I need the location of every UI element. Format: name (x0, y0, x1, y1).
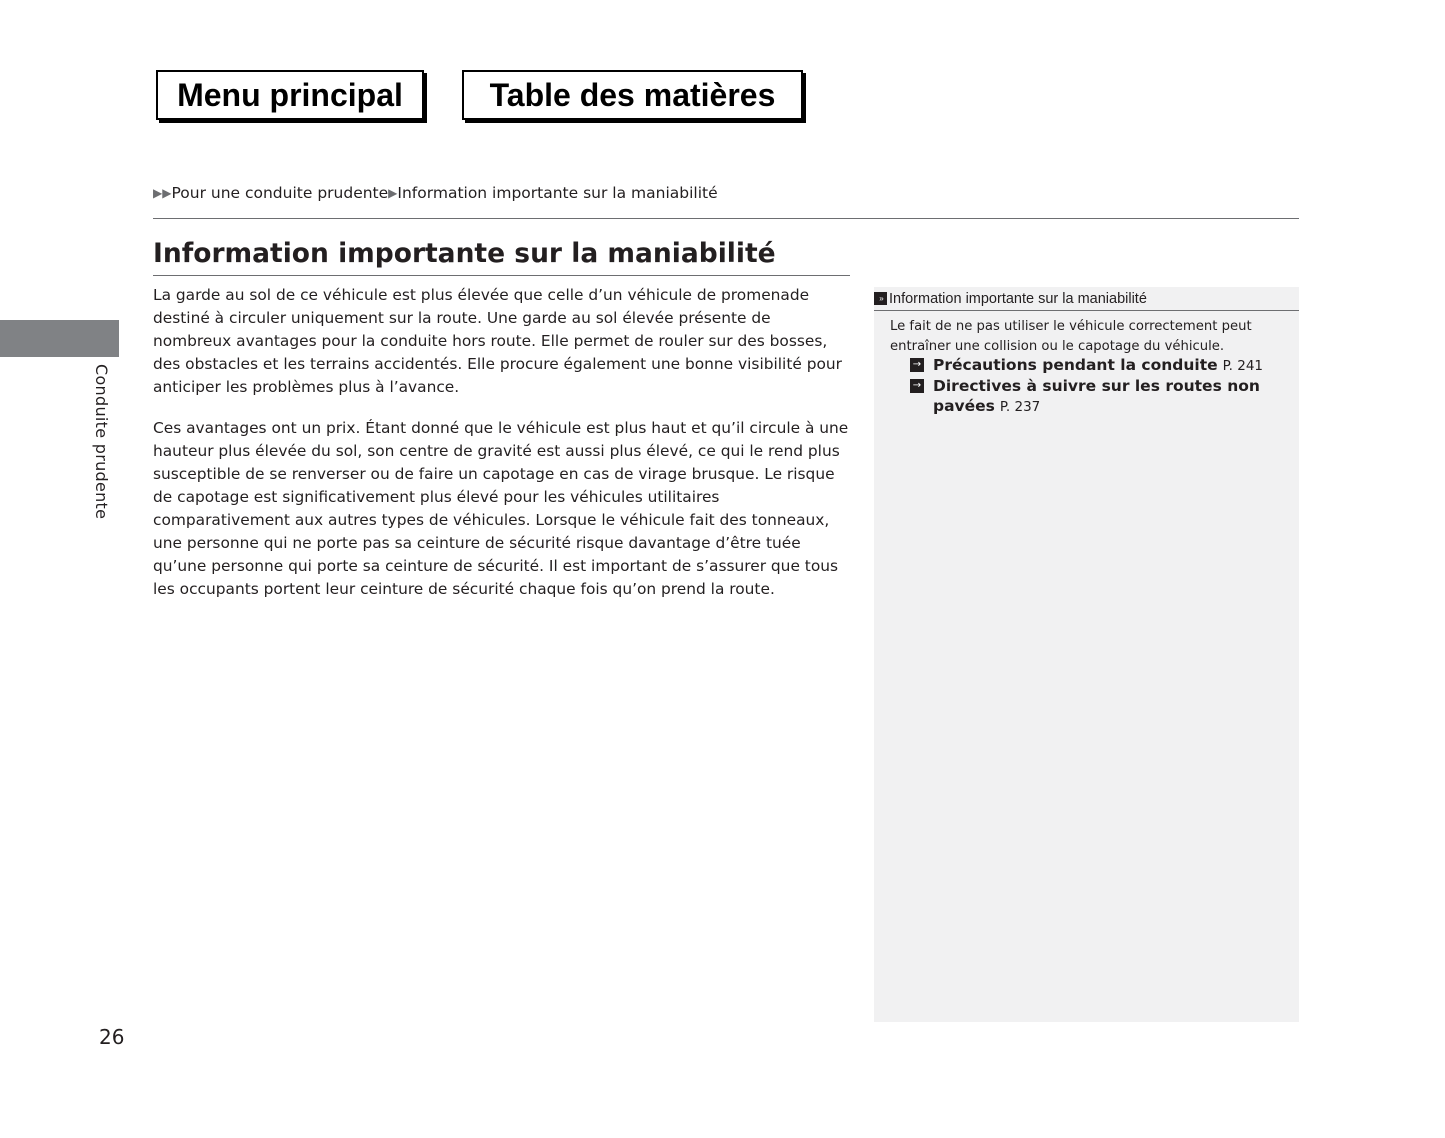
breadcrumb-arrow-icon: ▶ (153, 186, 163, 200)
reference-arrow-icon: → (910, 379, 924, 393)
reference-link-unpaved-roads[interactable] (910, 376, 1290, 417)
note-header (874, 287, 1299, 311)
paragraph: Ces avantages ont un prix. Étant donné que le véhicule est plus haut et qu’il circule à une hauteur plus élevée du sol, son centre de gravité est aussi plus élevé, ce qui le rend plus susceptible de se renverser ou de faire un capotage en cas de virage brusque. Le risque de capotage est significativement plus élevé pour les véhicules utilitaires comparativement aux autres types de véhicules. Lorsque le véhicule fait des tonneaux, une personne qui ne porte pas sa ceinture de sécurité risque davantage d’être tuée qu’une personne qui porte sa ceinture de sécurité. Il est important de s’assurer que tous les occupants portent leur ceinture de sécurité chaque fois qu’on prend la route. (153, 419, 849, 598)
reference-title: Précautions pendant la conduite (933, 356, 1218, 374)
page-number: 26 (99, 1025, 125, 1049)
note-header-label: Information importante sur la maniabilité (889, 290, 1147, 307)
reference-list (910, 355, 1290, 417)
body-text (153, 284, 850, 619)
main-menu-button[interactable]: Menu principal (156, 70, 424, 120)
reference-page: P. 237 (999, 399, 1041, 415)
section-tab (0, 320, 119, 357)
title-divider (153, 275, 850, 276)
note-marker-icon: » (874, 292, 887, 305)
paragraph: La garde au sol de ce véhicule est plus élevée que celle d’un véhicule de promenade destiné à circuler uniquement sur la route. Une garde au sol élevée présente de nombreux avantages pour la conduite hors route. Elle permet de rouler sur des bosses, des obstacles et les terrains accidentés. Elle procure également une bonne visibilité pour anticiper les problèmes plus à l’avance. (153, 286, 842, 396)
breadcrumb (153, 184, 718, 202)
reference-arrow-icon: → (910, 358, 924, 372)
reference-page: P. 241 (1222, 358, 1263, 374)
breadcrumb-item-safe-driving[interactable]: Pour une conduite prudente (171, 184, 389, 202)
reference-title: Directives à suivre sur les routes non pavées (933, 377, 1260, 415)
table-of-contents-button[interactable]: Table des matières (462, 70, 803, 120)
breadcrumb-item-handling-info[interactable]: Information importante sur la maniabilité (397, 184, 718, 202)
header-divider (153, 218, 1299, 219)
note-text: Le fait de ne pas utiliser le véhicule correctement peut entraîner une collision ou le capotage du véhicule. (890, 319, 1252, 354)
note-panel (874, 287, 1299, 1022)
reference-link-driving-precautions[interactable] (910, 355, 1290, 376)
breadcrumb-arrow-icon: ▶ (162, 186, 172, 200)
page-title: Information importante sur la maniabilité (153, 238, 776, 269)
breadcrumb-arrow-icon: ▶ (388, 186, 398, 200)
section-label: Conduite prudente (92, 364, 111, 520)
